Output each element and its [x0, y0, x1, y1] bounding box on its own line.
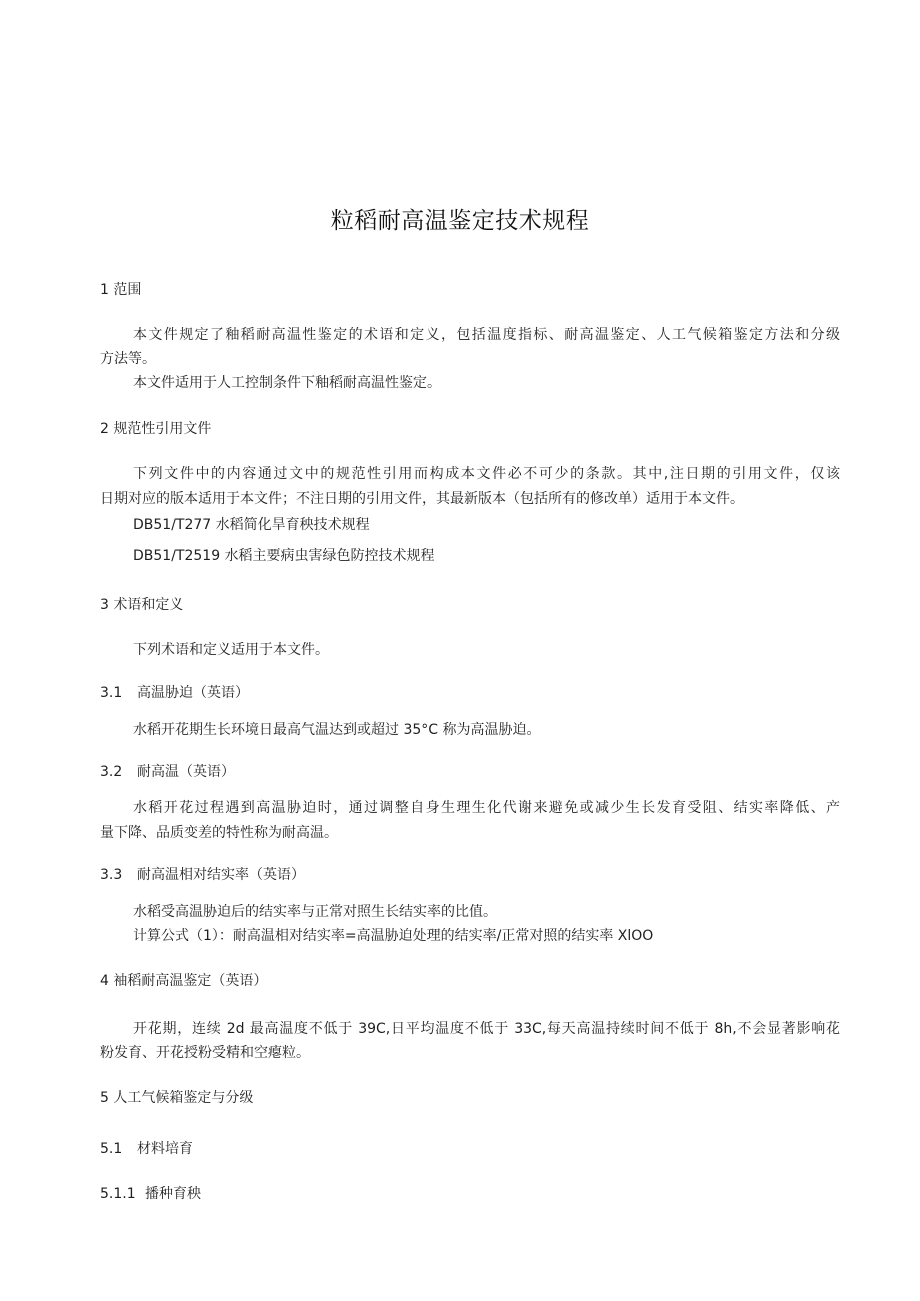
- term-3-1-heading: [100, 683, 249, 703]
- term-3-3-formula: 计算公式（1）：耐高温相对结实率=高温胁迫处理的结实率/正常对照的结实率 XlOO: [133, 928, 654, 944]
- section-4-heading: 4 袖稻耐高温鉴定（英语）: [100, 973, 268, 989]
- document-title: 粒稻耐高温鉴定技术规程: [330, 208, 590, 234]
- subsection-5-1-label: 材料培育: [137, 1141, 193, 1157]
- subsection-5-1-1-heading: [100, 1184, 201, 1204]
- section-5-heading: 5 人工气候箱鉴定与分级: [100, 1090, 254, 1106]
- section-1-paragraph-2: 本文件适用于人工控制条件下釉稻耐高温性鉴定。: [133, 375, 441, 391]
- term-3-2-definition-line-2: 量下降、品质变差的特性称为耐高温。: [100, 825, 338, 841]
- term-3-2-definition-line-1: 水稻开花过程遇到高温胁迫时，通过调整自身生理生化代谢来避免或减少生长发育受阻、结实率降低、产: [133, 800, 840, 816]
- term-3-3-definition: 水稻受高温胁迫后的结实率与正常对照生长结实率的比值。: [133, 904, 497, 920]
- section-4-paragraph-line-2: 粉发育、开花授粉受精和空瘪粒。: [100, 1045, 310, 1061]
- term-3-3-number: 3.3: [100, 867, 123, 883]
- subsection-5-1-number: 5.1: [100, 1141, 123, 1157]
- term-3-1-label: 高温胁迫（英语）: [137, 685, 249, 701]
- reference-item-2: DB51/T2519 水稻主要病虫害绿色防控技术规程: [133, 548, 435, 564]
- reference-item-1: DB51/T277 水稻简化旱育秧技术规程: [133, 517, 370, 533]
- term-3-3-heading: [100, 865, 305, 885]
- section-4-paragraph-line-1: 开花期，连续 2d 最高温度不低于 39C,日平均温度不低于 33C,每天高温持续时间不低于 8h,不会显著影响花: [133, 1021, 840, 1037]
- subsection-5-1-1-label: 播种育秧: [145, 1186, 201, 1202]
- section-1-paragraph-1-line-2: 方法等。: [100, 351, 156, 367]
- term-3-1-definition: 水稻开花期生长环境日最高气温达到或超过 35°C 称为高温胁迫。: [133, 722, 541, 738]
- term-3-3-label: 耐高温相对结实率（英语）: [137, 867, 305, 883]
- term-3-1-number: 3.1: [100, 685, 123, 701]
- section-2-heading: 2 规范性引用文件: [100, 421, 212, 437]
- section-1-heading: 1 范围: [100, 282, 142, 298]
- term-3-2-heading: [100, 762, 235, 782]
- section-2-paragraph-1-line-1: 下列文件中的内容通过文中的规范性引用而构成本文件必不可少的条款。其中,注日期的引用文件，仅该: [133, 466, 840, 482]
- subsection-5-1-heading: [100, 1139, 193, 1159]
- section-1-paragraph-1-line-1: 本文件规定了釉稻耐高温性鉴定的术语和定义，包括温度指标、耐高温鉴定、人工气候箱鉴定方法和分级: [133, 327, 840, 343]
- term-3-2-number: 3.2: [100, 764, 123, 780]
- section-2-paragraph-1-line-2: 日期对应的版本适用于本文件；不注日期的引用文件，其最新版本（包括所有的修改单）适用于本文件。: [100, 491, 744, 507]
- subsection-5-1-1-number: 5.1.1: [100, 1186, 136, 1202]
- term-3-2-label: 耐高温（英语）: [137, 764, 235, 780]
- section-3-heading: 3 术语和定义: [100, 597, 184, 613]
- section-3-intro: 下列术语和定义适用于本文件。: [133, 642, 329, 658]
